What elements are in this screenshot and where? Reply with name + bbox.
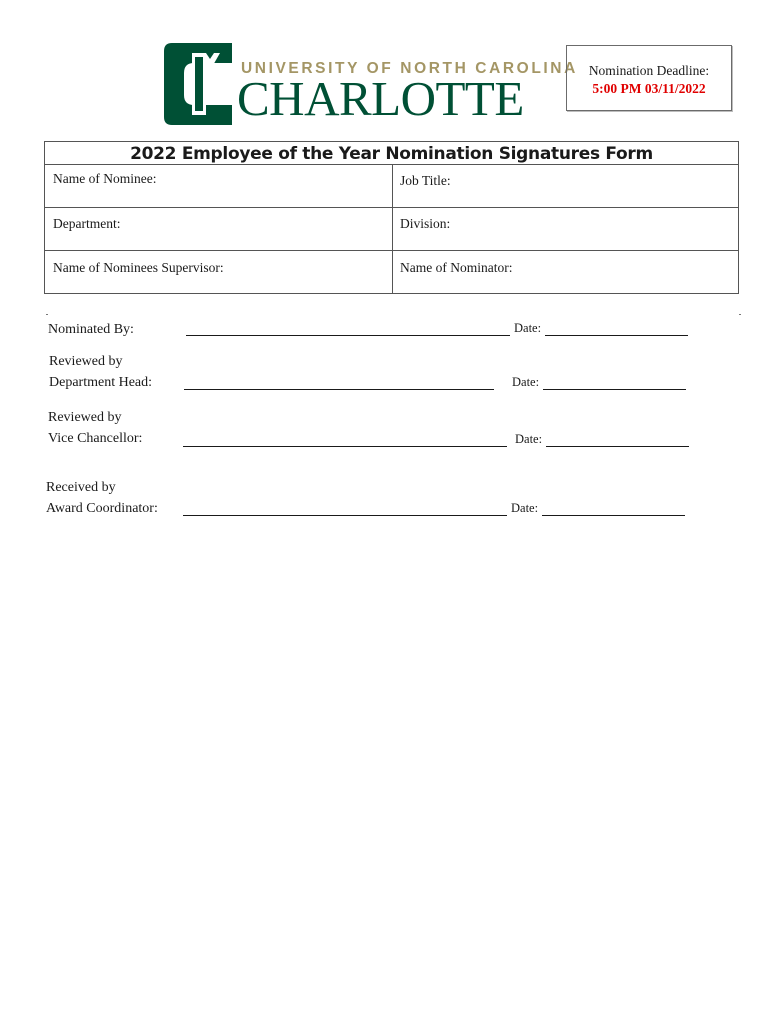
deadline-value: 5:00 PM 03/11/2022 [592, 81, 706, 96]
award-coordinator-label: Award Coordinator: [46, 501, 158, 516]
award-coordinator-date-line[interactable] [542, 515, 685, 516]
nominated-by-date-label: Date: [514, 321, 542, 335]
department-head-date-label: Date: [512, 375, 540, 389]
supervisor-name-field[interactable]: Name of Nominees Supervisor: [53, 260, 224, 275]
nominator-name-field[interactable]: Name of Nominator: [400, 260, 513, 275]
award-coordinator-date-label: Date: [511, 501, 539, 515]
logo-university-text: UNIVERSITY OF NORTH CAROLINA [241, 60, 578, 77]
decorative-dot [46, 314, 48, 315]
job-title-field[interactable]: Job Title: [400, 173, 451, 188]
vice-chancellor-label: Vice Chancellor: [48, 431, 143, 446]
department-field[interactable]: Department: [53, 216, 121, 231]
nomination-deadline-box [566, 45, 732, 111]
received-by-label: Received by [46, 480, 116, 495]
vice-chancellor-date-line[interactable] [546, 446, 689, 447]
vice-chancellor-signature-line[interactable] [183, 446, 507, 447]
form-title: 2022 Employee of the Year Nomination Signatures Form [45, 142, 738, 165]
department-head-signature-line[interactable] [184, 389, 494, 390]
nominee-name-field[interactable]: Name of Nominee: [53, 171, 157, 186]
unc-charlotte-logo-mark-icon [162, 41, 234, 127]
vice-chancellor-date-label: Date: [515, 432, 543, 446]
nominated-by-signature-line[interactable] [186, 335, 510, 336]
department-head-label: Department Head: [49, 375, 153, 390]
reviewed-by-label: Reviewed by [48, 410, 122, 425]
nomination-info-table [44, 141, 739, 294]
deadline-label: Nomination Deadline: [588, 63, 710, 78]
reviewed-by-label: Reviewed by [49, 354, 123, 369]
nominated-by-label: Nominated By: [48, 322, 134, 337]
department-head-date-line[interactable] [543, 389, 686, 390]
nominated-by-date-line[interactable] [545, 335, 688, 336]
division-field[interactable]: Division: [400, 216, 451, 231]
award-coordinator-signature-line[interactable] [183, 515, 507, 516]
logo-charlotte-text: CHARLOTTE [237, 71, 524, 126]
decorative-dot [739, 314, 741, 315]
